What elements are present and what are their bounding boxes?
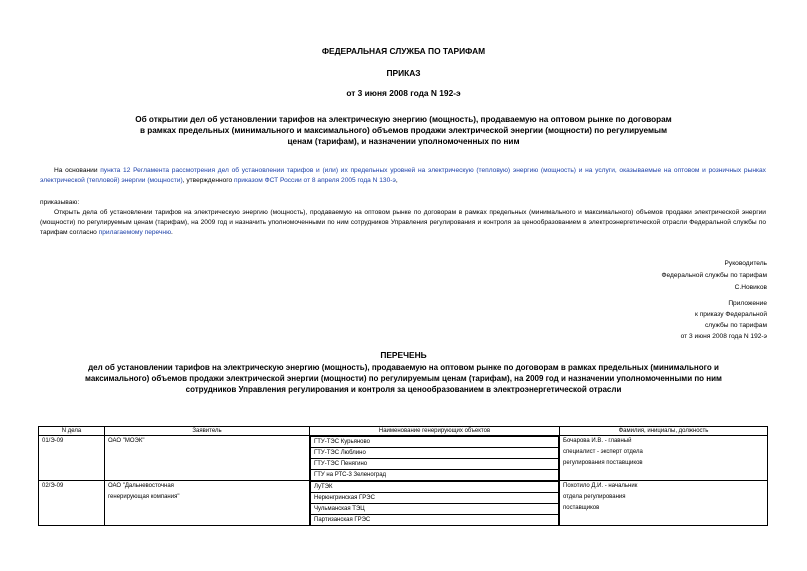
case-number-cell: 01/Э-09 [39,436,105,481]
body-text: Открыть дела об установлении тарифов на электрическую энергию (мощность), продаваемую на оптовом рынке по договорам в рамках предельных (минимального и максимального) объемов продажи электрической энергии (мощности) по регулируемым ценам (тарифам), на 2009 год и назначить уполномоченными по ним сотрудников Управления регулирования и контроля за ценообразованием в электроэнергетической отрасли Федеральной службы по тарифам согласно [40,209,766,236]
perechen-line-3: сотрудников Управления регулирования и контроля за ценообразованием в электроэнергетической отрасли [185,385,622,394]
case-number-cell: 02/Э-09 [39,481,105,526]
perechen-description [0,362,807,395]
doc-date-number: от 3 июня 2008 года N 192-э [346,88,461,98]
preamble-middle: , утвержденного [182,177,235,184]
objects-list [310,436,559,480]
signature-name: С.Новиков [734,284,767,291]
body-end: . [171,229,173,236]
perechen-line-1: дел об установлении тарифов на электрическую энергию (мощность), продаваемую на оптовом рынке по договорам в рамках предельных (минимального и [88,363,719,372]
object-item: ГТУ-ТЭС Люблино [311,448,559,459]
agency-name: ФЕДЕРАЛЬНАЯ СЛУЖБА ПО ТАРИФАМ [321,46,486,56]
table-row [39,481,768,526]
header-objects: Наименование генерирующих объектов [310,427,560,436]
title-line-1: Об открытии дел об установлении тарифов на электрическую энергию (мощность), продаваемую на оптовом рынке по договорам [135,115,672,124]
signature-position: Руководитель [724,260,767,267]
object-item: ГТУ на РТС-3 Зеленоград [311,470,559,481]
order-word: приказываю: [40,199,80,206]
objects-cell [310,436,560,481]
object-item: ЛуТЭК [311,482,559,493]
appendix-line-4: от 3 июня 2008 года N 192-э [680,333,767,340]
responsible-cell: Похотило Д.И. - начальник отдела регулирования поставщиков [560,481,768,526]
doc-type: ПРИКАЗ [386,68,421,78]
table-header-row [39,427,768,436]
appendix-line-3: службы по тарифам [704,322,767,329]
regulation-link[interactable]: пункта 12 Регламента рассмотрения дел об установлении тарифов и (или) их предельных уровней на электрическую (тепловую) энергию (мощность) и на услуги, оказываемые на оптовом и розничных рынках электрической (тепловой) энергии (мощности) [40,167,766,184]
perechen-title: ПЕРЕЧЕНЬ [380,350,427,360]
attached-list-link[interactable]: прилагаемому перечню [98,229,172,236]
object-item: ГТУ-ТЭС Курьяново [311,437,559,448]
header-applicant: Заявитель [105,427,310,436]
preamble [40,166,766,186]
signature-agency: Федеральной службы по тарифам [661,272,767,279]
appendix-line-2: к приказу Федеральной [695,311,767,318]
applicant-cell: ОАО "Дальневосточная генерирующая компания" [105,481,310,526]
order-130-link[interactable]: приказом ФСТ России от 8 апреля 2005 года N 130-э [234,177,396,184]
header-case-number: N дела [39,427,105,436]
title-line-2: в рамках предельных (минимального и максимального) объемов продажи электрической энергии (мощности) по регулируемым [139,126,668,135]
objects-cell [310,481,560,526]
objects-list [310,481,559,525]
title-line-3: ценам (тарифам), и назначении уполномоченных по ним [287,137,520,146]
preamble-suffix: , [395,177,398,184]
order-body [40,208,766,238]
object-item: ГТУ-ТЭС Пенягино [311,459,559,470]
responsible-cell: Бочарова И.В. - главный специалист - эксперт отдела регулирования поставщиков [560,436,768,481]
object-item: Чульманская ТЭЦ [311,504,559,515]
applicant-cell: ОАО "МОЭК" [105,436,310,481]
cases-table [38,426,768,526]
table-row [39,436,768,481]
header-responsible: Фамилия, инициалы, должность [560,427,768,436]
object-item: Партизанская ГРЭС [311,515,559,526]
preamble-prefix: На основании [54,167,101,174]
object-item: Нерюнгринская ГРЭС [311,493,559,504]
order-title [0,114,807,147]
perechen-line-2: максимального) объемов продажи электрической энергии (мощности) по регулируемым ценам (тарифам), на 2009 год и назначении уполномоченными по ним [85,374,722,383]
signature-block [662,258,768,294]
appendix-line-1: Приложение [728,300,767,307]
appendix-block [681,298,767,342]
